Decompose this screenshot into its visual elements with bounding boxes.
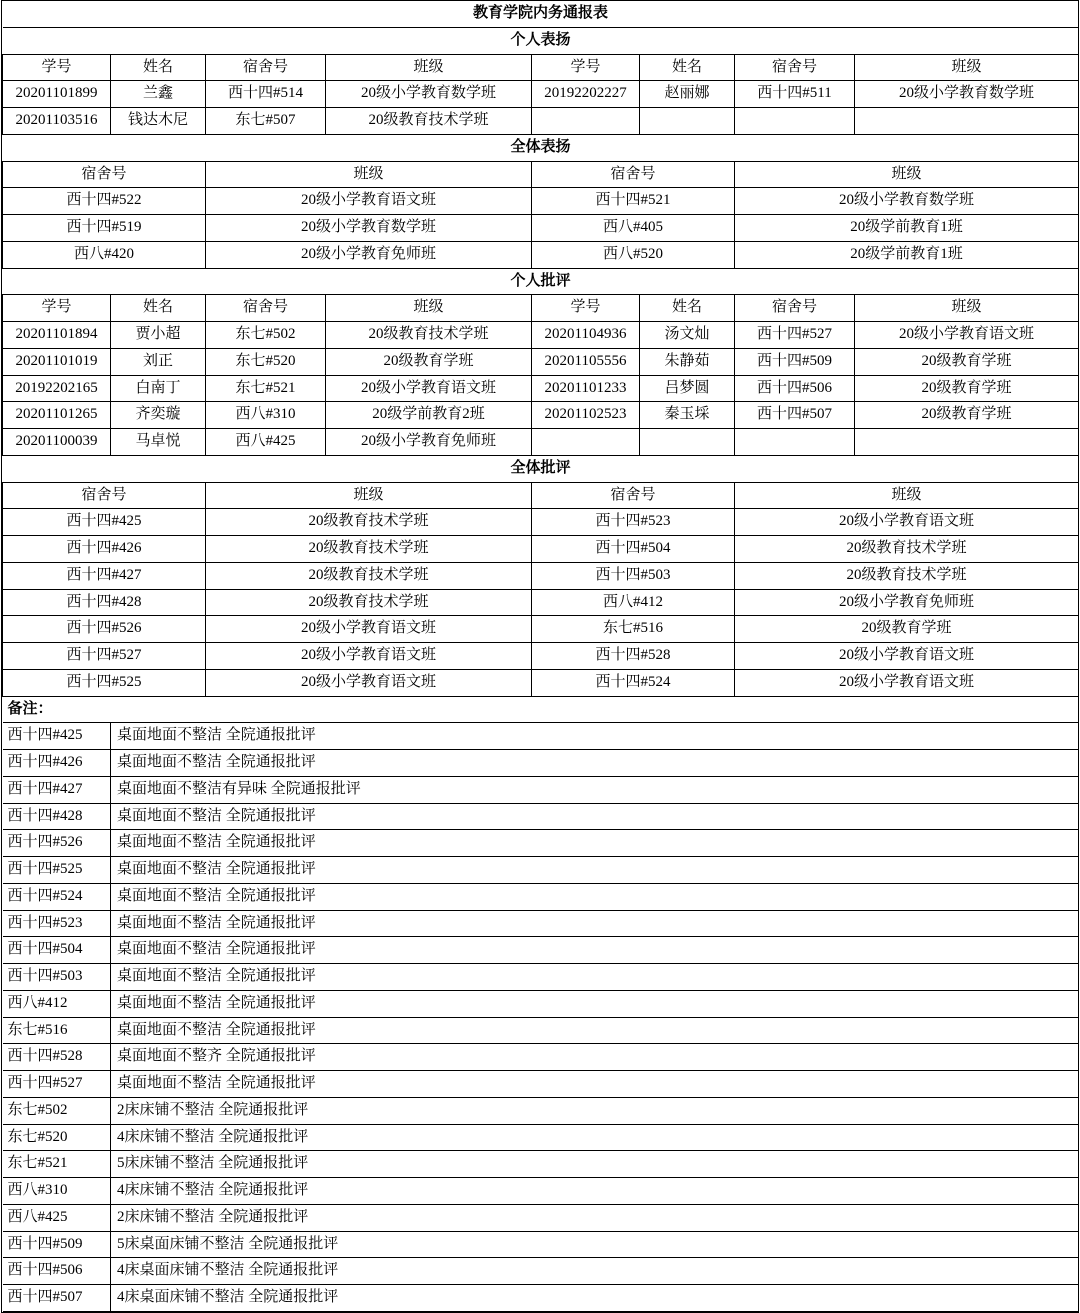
cell-class: 20级教育学班 [326, 348, 532, 375]
cell-dorm: 西八#420 [3, 241, 206, 268]
cell-student-id: 20201105556 [532, 348, 640, 375]
cell-student-id: 20201102523 [532, 402, 640, 429]
cell-dorm: 西十四#519 [3, 215, 206, 242]
cell-class: 20级小学教育语文班 [206, 188, 532, 215]
note-row [3, 910, 1079, 937]
col-dorm: 宿舍号 [206, 54, 326, 81]
note-row [3, 857, 1079, 884]
table-row [3, 429, 1079, 456]
note-dorm: 东七#516 [3, 1017, 111, 1044]
cell-dorm: 西十四#504 [532, 536, 735, 563]
cell-name: 赵丽娜 [640, 81, 735, 108]
cell-dorm: 西十四#509 [735, 348, 855, 375]
note-row [3, 990, 1079, 1017]
col-student-id: 学号 [3, 295, 111, 322]
cell-dorm: 西十四#526 [3, 616, 206, 643]
note-dorm: 西十四#504 [3, 937, 111, 964]
cell-student-id: 20201100039 [3, 429, 111, 456]
note-dorm: 西十四#425 [3, 723, 111, 750]
note-text: 4床桌面床铺不整洁 全院通报批评 [111, 1258, 1079, 1285]
cell-student-id: 20201101019 [3, 348, 111, 375]
note-dorm: 西十四#528 [3, 1044, 111, 1071]
note-dorm: 西十四#428 [3, 803, 111, 830]
note-dorm: 西十四#506 [3, 1258, 111, 1285]
col-student-id: 学号 [532, 295, 640, 322]
notes-label-row [3, 696, 1079, 723]
notice-document [1, 0, 1079, 1313]
note-text: 桌面地面不整洁 全院通报批评 [111, 937, 1079, 964]
cell-student-id: 20201101233 [532, 375, 640, 402]
note-row [3, 1017, 1079, 1044]
cell-name: 马卓悦 [111, 429, 206, 456]
note-row [3, 937, 1079, 964]
cell-class: 20级教育技术学班 [206, 589, 532, 616]
note-dorm: 西十四#524 [3, 883, 111, 910]
note-row [3, 1124, 1079, 1151]
table-row [3, 241, 1079, 268]
note-row [3, 1178, 1079, 1205]
cell-class: 20级教育技术学班 [735, 536, 1079, 563]
cell-empty [735, 108, 855, 135]
note-dorm: 东七#502 [3, 1097, 111, 1124]
cell-empty [735, 429, 855, 456]
cell-class: 20级小学教育数学班 [326, 81, 532, 108]
cell-dorm: 西十四#507 [735, 402, 855, 429]
cell-student-id: 20201101899 [3, 81, 111, 108]
note-text: 桌面地面不整洁 全院通报批评 [111, 990, 1079, 1017]
col-class: 班级 [855, 54, 1079, 81]
note-text: 4床床铺不整洁 全院通报批评 [111, 1178, 1079, 1205]
cell-class: 20级小学教育免师班 [326, 429, 532, 456]
col-class: 班级 [206, 482, 532, 509]
cell-class: 20级教育技术学班 [326, 108, 532, 135]
note-row [3, 1285, 1079, 1312]
section-header-personal-praise: 个人表扬 [3, 27, 1079, 54]
cell-dorm: 西十四#524 [532, 669, 735, 696]
cell-empty [532, 429, 640, 456]
cell-class: 20级小学教育免师班 [206, 241, 532, 268]
col-class: 班级 [735, 161, 1079, 188]
table-row [3, 509, 1079, 536]
note-row [3, 1097, 1079, 1124]
note-text: 桌面地面不整洁 全院通报批评 [111, 723, 1079, 750]
section-header-group-praise: 全体表扬 [3, 134, 1079, 161]
cell-class: 20级小学教育语文班 [735, 643, 1079, 670]
page-title: 教育学院内务通报表 [3, 1, 1079, 27]
note-dorm: 西十四#503 [3, 964, 111, 991]
note-dorm: 西十四#426 [3, 750, 111, 777]
cell-dorm: 东七#520 [206, 348, 326, 375]
cell-class: 20级教育学班 [855, 402, 1079, 429]
cell-class: 20级教育学班 [735, 616, 1079, 643]
col-name: 姓名 [640, 54, 735, 81]
col-class: 班级 [326, 54, 532, 81]
cell-class: 20级小学教育语文班 [326, 375, 532, 402]
note-dorm: 西八#425 [3, 1204, 111, 1231]
note-row [3, 1231, 1079, 1258]
note-dorm: 西十四#526 [3, 830, 111, 857]
table-row [3, 81, 1079, 108]
cell-dorm: 西八#425 [206, 429, 326, 456]
main-table [2, 1, 1079, 1312]
note-text: 桌面地面不整洁 全院通报批评 [111, 803, 1079, 830]
note-row [3, 883, 1079, 910]
cell-class: 20级教育学班 [855, 375, 1079, 402]
col-name: 姓名 [111, 295, 206, 322]
table-row [3, 589, 1079, 616]
note-dorm: 东七#520 [3, 1124, 111, 1151]
note-text: 桌面地面不整洁 全院通报批评 [111, 910, 1079, 937]
note-row [3, 1151, 1079, 1178]
note-dorm: 西十四#523 [3, 910, 111, 937]
cell-dorm: 西八#405 [532, 215, 735, 242]
col-student-id: 学号 [3, 54, 111, 81]
note-row [3, 830, 1079, 857]
table-row [3, 348, 1079, 375]
cell-dorm: 西十四#523 [532, 509, 735, 536]
col-class: 班级 [206, 161, 532, 188]
cell-student-id: 20201104936 [532, 322, 640, 349]
cell-student-id: 20192202227 [532, 81, 640, 108]
note-text: 4床床铺不整洁 全院通报批评 [111, 1124, 1079, 1151]
cell-dorm: 西十四#525 [3, 669, 206, 696]
col-dorm: 宿舍号 [3, 161, 206, 188]
note-row [3, 776, 1079, 803]
cell-empty [855, 108, 1079, 135]
col-class: 班级 [735, 482, 1079, 509]
cell-class: 20级小学教育免师班 [735, 589, 1079, 616]
cell-name: 吕梦圆 [640, 375, 735, 402]
cell-class: 20级教育技术学班 [735, 562, 1079, 589]
table-header-row [3, 54, 1079, 81]
table-header-row [3, 295, 1079, 322]
note-text: 5床桌面床铺不整洁 全院通报批评 [111, 1231, 1079, 1258]
note-row [3, 1258, 1079, 1285]
note-dorm: 西十四#525 [3, 857, 111, 884]
cell-dorm: 东七#502 [206, 322, 326, 349]
cell-class: 20级小学教育语文班 [206, 616, 532, 643]
table-row [3, 669, 1079, 696]
cell-empty [532, 108, 640, 135]
cell-dorm: 西十四#527 [735, 322, 855, 349]
note-text: 桌面地面不整洁 全院通报批评 [111, 857, 1079, 884]
cell-empty [640, 429, 735, 456]
cell-class: 20级小学教育数学班 [855, 81, 1079, 108]
cell-dorm: 西十四#511 [735, 81, 855, 108]
table-header-row [3, 161, 1079, 188]
col-name: 姓名 [640, 295, 735, 322]
note-row [3, 723, 1079, 750]
cell-class: 20级学前教育2班 [326, 402, 532, 429]
cell-name: 秦玉埰 [640, 402, 735, 429]
note-dorm: 西十四#427 [3, 776, 111, 803]
cell-class: 20级小学教育数学班 [206, 215, 532, 242]
note-row [3, 1071, 1079, 1098]
note-dorm: 西八#412 [3, 990, 111, 1017]
table-row [3, 616, 1079, 643]
cell-class: 20级教育学班 [855, 348, 1079, 375]
cell-class: 20级教育技术学班 [206, 562, 532, 589]
col-dorm: 宿舍号 [735, 54, 855, 81]
cell-class: 20级小学教育语文班 [735, 669, 1079, 696]
note-dorm: 西十四#509 [3, 1231, 111, 1258]
cell-class: 20级学前教育1班 [735, 241, 1079, 268]
note-text: 桌面地面不整洁有异味 全院通报批评 [111, 776, 1079, 803]
cell-empty [640, 108, 735, 135]
note-dorm: 东七#521 [3, 1151, 111, 1178]
cell-class: 20级小学教育语文班 [855, 322, 1079, 349]
section-header-personal-criticism: 个人批评 [3, 268, 1079, 295]
note-text: 2床床铺不整洁 全院通报批评 [111, 1097, 1079, 1124]
note-text: 桌面地面不整齐 全院通报批评 [111, 1044, 1079, 1071]
cell-dorm: 西十四#514 [206, 81, 326, 108]
cell-dorm: 西十四#528 [532, 643, 735, 670]
cell-class: 20级教育技术学班 [206, 536, 532, 563]
cell-name: 刘正 [111, 348, 206, 375]
col-dorm: 宿舍号 [735, 295, 855, 322]
cell-student-id: 20201101894 [3, 322, 111, 349]
cell-dorm: 西十四#427 [3, 562, 206, 589]
note-text: 桌面地面不整洁 全院通报批评 [111, 830, 1079, 857]
table-row [3, 643, 1079, 670]
cell-name: 齐奕璇 [111, 402, 206, 429]
table-row [3, 108, 1079, 135]
col-name: 姓名 [111, 54, 206, 81]
cell-dorm: 西十四#522 [3, 188, 206, 215]
note-text: 桌面地面不整洁 全院通报批评 [111, 750, 1079, 777]
note-text: 4床桌面床铺不整洁 全院通报批评 [111, 1285, 1079, 1312]
table-header-row [3, 482, 1079, 509]
cell-class: 20级教育技术学班 [326, 322, 532, 349]
col-class: 班级 [855, 295, 1079, 322]
section-header-group-criticism: 全体批评 [3, 455, 1079, 482]
cell-dorm: 东七#521 [206, 375, 326, 402]
cell-dorm: 西八#310 [206, 402, 326, 429]
note-dorm: 西八#310 [3, 1178, 111, 1205]
col-class: 班级 [326, 295, 532, 322]
cell-dorm: 西十四#426 [3, 536, 206, 563]
cell-name: 兰鑫 [111, 81, 206, 108]
col-dorm: 宿舍号 [532, 482, 735, 509]
note-text: 5床床铺不整洁 全院通报批评 [111, 1151, 1079, 1178]
note-text: 桌面地面不整洁 全院通报批评 [111, 964, 1079, 991]
cell-empty [855, 429, 1079, 456]
cell-dorm: 西十四#527 [3, 643, 206, 670]
cell-dorm: 东七#507 [206, 108, 326, 135]
table-row [3, 402, 1079, 429]
note-text: 2床床铺不整洁 全院通报批评 [111, 1204, 1079, 1231]
note-row [3, 1044, 1079, 1071]
cell-dorm: 西十四#503 [532, 562, 735, 589]
note-row [3, 803, 1079, 830]
cell-class: 20级教育技术学班 [206, 509, 532, 536]
cell-class: 20级小学教育语文班 [206, 669, 532, 696]
cell-class: 20级小学教育语文班 [735, 509, 1079, 536]
table-row [3, 215, 1079, 242]
cell-class: 20级学前教育1班 [735, 215, 1079, 242]
cell-student-id: 20201103516 [3, 108, 111, 135]
col-dorm: 宿舍号 [532, 161, 735, 188]
note-row [3, 964, 1079, 991]
cell-name: 钱达木尼 [111, 108, 206, 135]
cell-name: 白南丁 [111, 375, 206, 402]
table-row [3, 322, 1079, 349]
col-dorm: 宿舍号 [206, 295, 326, 322]
cell-class: 20级小学教育数学班 [735, 188, 1079, 215]
cell-student-id: 20201101265 [3, 402, 111, 429]
cell-dorm: 西十四#428 [3, 589, 206, 616]
cell-student-id: 20192202165 [3, 375, 111, 402]
cell-name: 朱静茹 [640, 348, 735, 375]
cell-name: 汤文灿 [640, 322, 735, 349]
note-text: 桌面地面不整洁 全院通报批评 [111, 883, 1079, 910]
table-row [3, 562, 1079, 589]
note-text: 桌面地面不整洁 全院通报批评 [111, 1071, 1079, 1098]
cell-dorm: 西十四#506 [735, 375, 855, 402]
document-title-row [3, 1, 1079, 27]
note-dorm: 西十四#507 [3, 1285, 111, 1312]
col-dorm: 宿舍号 [3, 482, 206, 509]
table-row [3, 375, 1079, 402]
cell-dorm: 西八#520 [532, 241, 735, 268]
cell-class: 20级小学教育语文班 [206, 643, 532, 670]
cell-dorm: 西八#412 [532, 589, 735, 616]
note-text: 桌面地面不整洁 全院通报批评 [111, 1017, 1079, 1044]
col-student-id: 学号 [532, 54, 640, 81]
table-row [3, 536, 1079, 563]
table-row [3, 188, 1079, 215]
cell-dorm: 西十四#521 [532, 188, 735, 215]
note-dorm: 西十四#527 [3, 1071, 111, 1098]
cell-dorm: 东七#516 [532, 616, 735, 643]
cell-dorm: 西十四#425 [3, 509, 206, 536]
note-row [3, 1204, 1079, 1231]
note-row [3, 750, 1079, 777]
notes-label: 备注： [3, 696, 1079, 723]
cell-name: 贾小超 [111, 322, 206, 349]
